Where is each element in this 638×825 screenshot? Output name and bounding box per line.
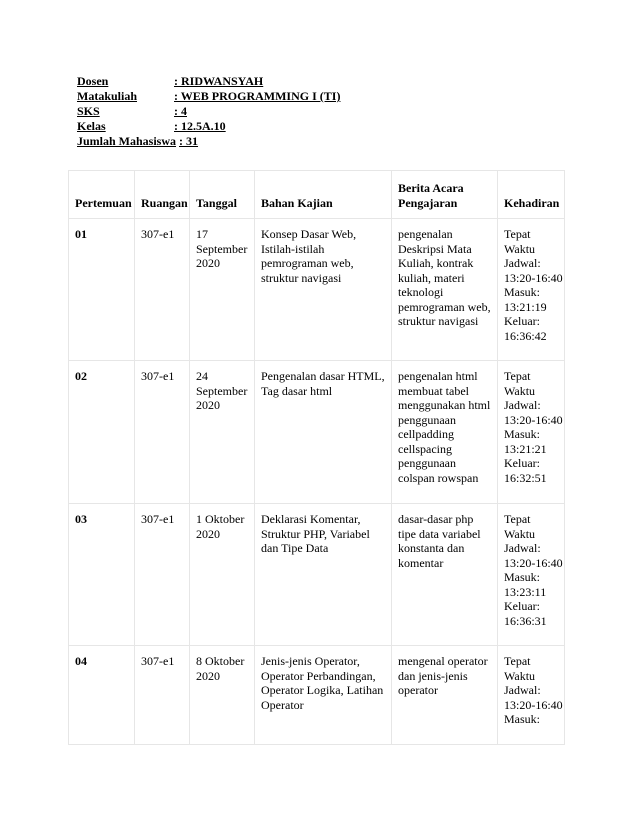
header-kehadiran: Kehadiran bbox=[498, 171, 565, 219]
header-bahan-kajian: Bahan Kajian bbox=[255, 171, 392, 219]
table-header-row bbox=[69, 171, 565, 219]
header-pertemuan: Pertemuan bbox=[69, 171, 135, 219]
cell-pertemuan: 03 bbox=[69, 504, 135, 646]
header-ruangan: Ruangan bbox=[135, 171, 190, 219]
cell-tanggal: 17 September 2020 bbox=[190, 219, 255, 361]
cell-bahan-kajian: Deklarasi Komentar, Struktur PHP, Variabel dan Tipe Data bbox=[255, 504, 392, 646]
header-berita-acara: Berita Acara Pengajaran bbox=[392, 171, 498, 219]
cell-berita-acara: dasar-dasar php tipe data variabel konstanta dan komentar bbox=[392, 504, 498, 646]
table-row bbox=[69, 219, 565, 361]
cell-ruangan: 307-e1 bbox=[135, 646, 190, 745]
cell-kehadiran: Tepat Waktu Jadwal: 13:20-16:40 Masuk: bbox=[498, 646, 565, 745]
info-matakuliah bbox=[77, 89, 340, 104]
info-label: Matakuliah bbox=[77, 89, 138, 103]
cell-berita-acara: pengenalan Deskripsi Mata Kuliah, kontrak kuliah, materi teknologi pemrograman web, struktur navigasi bbox=[392, 219, 498, 361]
cell-bahan-kajian: Konsep Dasar Web, Istilah-istilah pemrograman web, struktur navigasi bbox=[255, 219, 392, 361]
info-kelas bbox=[77, 119, 340, 134]
header-tanggal: Tanggal bbox=[190, 171, 255, 219]
info-label: Jumlah Mahasiswa bbox=[77, 134, 177, 148]
course-info bbox=[77, 74, 340, 149]
info-value: : 4 bbox=[174, 104, 187, 118]
info-value: : 12.5A.10 bbox=[174, 119, 226, 133]
attendance-table bbox=[68, 170, 565, 745]
info-label: Dosen bbox=[77, 74, 109, 88]
cell-pertemuan: 01 bbox=[69, 219, 135, 361]
info-sks bbox=[77, 104, 340, 119]
cell-tanggal: 24 September 2020 bbox=[190, 361, 255, 504]
cell-bahan-kajian: Jenis-jenis Operator, Operator Perbandingan, Operator Logika, Latihan Operator bbox=[255, 646, 392, 745]
table-row bbox=[69, 646, 565, 745]
cell-kehadiran: Tepat Waktu Jadwal: 13:20-16:40 Masuk: 13:21:19 Keluar: 16:36:42 bbox=[498, 219, 565, 361]
cell-tanggal: 1 Oktober 2020 bbox=[190, 504, 255, 646]
info-label: Kelas bbox=[77, 119, 106, 133]
cell-ruangan: 307-e1 bbox=[135, 504, 190, 646]
info-value: : WEB PROGRAMMING I (TI) bbox=[174, 89, 341, 103]
cell-bahan-kajian: Pengenalan dasar HTML, Tag dasar html bbox=[255, 361, 392, 504]
info-value: : 31 bbox=[179, 134, 199, 148]
info-dosen bbox=[77, 74, 340, 89]
info-value: : RIDWANSYAH bbox=[174, 74, 264, 88]
table-row bbox=[69, 361, 565, 504]
info-label: SKS bbox=[77, 104, 100, 118]
cell-berita-acara: pengenalan html membuat tabel menggunakan html penggunaan cellpadding cellspacing penggunaan colspan rowspan bbox=[392, 361, 498, 504]
table-row bbox=[69, 504, 565, 646]
cell-ruangan: 307-e1 bbox=[135, 219, 190, 361]
info-jumlah-mahasiswa bbox=[77, 134, 340, 149]
cell-pertemuan: 04 bbox=[69, 646, 135, 745]
cell-kehadiran: Tepat Waktu Jadwal: 13:20-16:40 Masuk: 13:23:11 Keluar: 16:36:31 bbox=[498, 504, 565, 646]
cell-kehadiran: Tepat Waktu Jadwal: 13:20-16:40 Masuk: 13:21:21 Keluar: 16:32:51 bbox=[498, 361, 565, 504]
cell-tanggal: 8 Oktober 2020 bbox=[190, 646, 255, 745]
cell-berita-acara: mengenal operator dan jenis-jenis operator bbox=[392, 646, 498, 745]
cell-pertemuan: 02 bbox=[69, 361, 135, 504]
cell-ruangan: 307-e1 bbox=[135, 361, 190, 504]
